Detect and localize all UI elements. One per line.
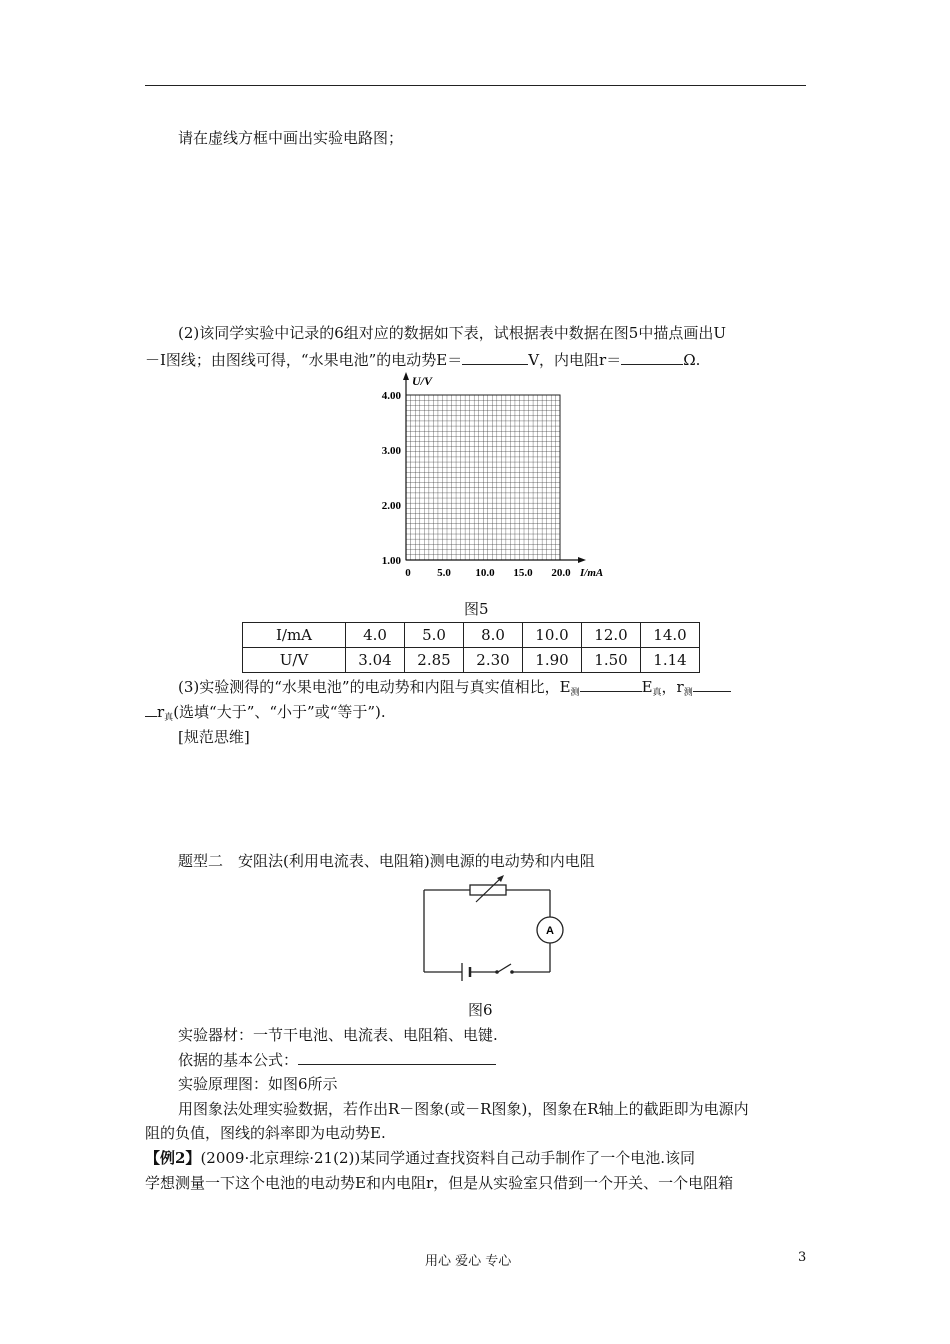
q3-sub-true: 真 xyxy=(652,688,662,698)
table-row xyxy=(243,623,700,648)
method-line2: 阻的负值，图线的斜率即为电动势E. xyxy=(145,1124,386,1142)
question-3-line1 xyxy=(178,677,731,703)
q3-sub-true-2: 真 xyxy=(164,713,174,723)
figure-5-caption: 图5 xyxy=(464,600,489,618)
example-line2: 学想测量一下这个电池的电动势E和内电阻r，但是从实验室只借到一个开关、一个电阻箱 xyxy=(145,1174,734,1192)
x-tick-0: 0 xyxy=(405,567,411,579)
r-compare-blank-part1[interactable] xyxy=(693,677,731,692)
q2-text-a: －I图线；由图线可得，“水果电池”的电动势E＝ xyxy=(145,351,463,369)
table-cell: 5.0 xyxy=(405,623,464,648)
example-line1 xyxy=(145,1148,695,1168)
q3-sub-measured: 测 xyxy=(570,688,580,698)
data-table xyxy=(242,622,700,673)
emf-answer-blank[interactable] xyxy=(462,350,528,365)
table-cell: I/mA xyxy=(243,623,346,648)
switch-lever xyxy=(498,964,511,972)
graph-grid xyxy=(406,395,560,560)
figure-5-graph xyxy=(370,368,630,583)
question-2-line1: (2)该同学实验中记录的6组对应的数据如下表，试根据表中数据在图5中描点画出U xyxy=(178,324,726,342)
principle-text: 实验原理图：如图6所示 xyxy=(178,1075,338,1093)
x-tick-10: 10.0 xyxy=(475,567,495,579)
question-2-line2 xyxy=(145,350,700,370)
ammeter-label: A xyxy=(546,925,554,937)
q3-text-e: (选填“大于”、“小于”或“等于”). xyxy=(173,703,386,721)
method-line1: 用图象法处理实验数据，若作出R－图象(或－R图象)，图象在R轴上的截距即为电源内 xyxy=(178,1100,749,1118)
figure-6-circuit xyxy=(418,874,568,984)
instruction-text: 请在虚线方框中画出实验电路图； xyxy=(178,129,404,147)
equipment-text: 实验器材：一节干电池、电流表、电阻箱、电键. xyxy=(178,1026,498,1044)
q3-text-d: r xyxy=(157,703,165,721)
example-tag: 【例2】 xyxy=(145,1149,201,1167)
table-row xyxy=(243,648,700,673)
y-tick-4: 4.00 xyxy=(381,390,401,402)
figure-6-caption: 图6 xyxy=(468,1001,493,1019)
q3-text-a: (3)实验测得的“水果电池”的电动势和内阻与真实值相比，E xyxy=(178,678,571,696)
example-text-1: (2009·北京理综·21(2))某同学通过查找资料自己动手制作了一个电池.该同 xyxy=(200,1149,695,1167)
r-compare-blank-part2[interactable] xyxy=(145,702,157,717)
guifan-siwei: [规范思维] xyxy=(178,728,250,746)
table-cell: U/V xyxy=(243,648,346,673)
resistance-answer-blank[interactable] xyxy=(621,350,683,365)
q2-text-c: Ω. xyxy=(683,351,701,369)
table-cell: 1.50 xyxy=(582,648,641,673)
q3-sub-measured-2: 测 xyxy=(683,688,693,698)
q2-text-b: V，内电阻r＝ xyxy=(528,351,622,369)
q3-text-b: E xyxy=(641,678,653,696)
table-cell: 2.85 xyxy=(405,648,464,673)
formula-line xyxy=(178,1050,496,1070)
x-axis-arrow xyxy=(578,557,586,563)
y-axis-label: U/V xyxy=(412,374,433,388)
footer-text: 用心 爱心 专心 xyxy=(425,1254,512,1269)
table-cell: 1.90 xyxy=(523,648,582,673)
table-cell: 2.30 xyxy=(464,648,523,673)
section-2-title: 题型二 安阻法(利用电流表、电阻箱)测电源的电动势和内电阻 xyxy=(178,852,595,870)
table-cell: 12.0 xyxy=(582,623,641,648)
y-axis-arrow xyxy=(403,372,409,380)
x-tick-20: 20.0 xyxy=(551,567,571,579)
emf-compare-blank[interactable] xyxy=(580,677,642,692)
formula-answer-blank[interactable] xyxy=(298,1050,496,1065)
question-3-line2 xyxy=(145,702,386,728)
table-cell: 1.14 xyxy=(641,648,700,673)
x-axis-label: I/mA xyxy=(580,567,604,579)
header-rule xyxy=(145,85,806,86)
page-number: 3 xyxy=(798,1250,807,1265)
y-tick-3: 3.00 xyxy=(381,445,401,457)
table-cell: 14.0 xyxy=(641,623,700,648)
table-cell: 8.0 xyxy=(464,623,523,648)
y-tick-2: 2.00 xyxy=(381,500,401,512)
table-cell: 10.0 xyxy=(523,623,582,648)
q3-text-c: ，r xyxy=(661,678,684,696)
y-tick-1: 1.00 xyxy=(381,555,401,567)
table-cell: 4.0 xyxy=(346,623,405,648)
x-tick-15: 15.0 xyxy=(513,567,533,579)
switch-contact-right xyxy=(510,970,514,974)
formula-label: 依据的基本公式： xyxy=(178,1051,299,1069)
x-tick-5: 5.0 xyxy=(437,567,451,579)
table-cell: 3.04 xyxy=(346,648,405,673)
